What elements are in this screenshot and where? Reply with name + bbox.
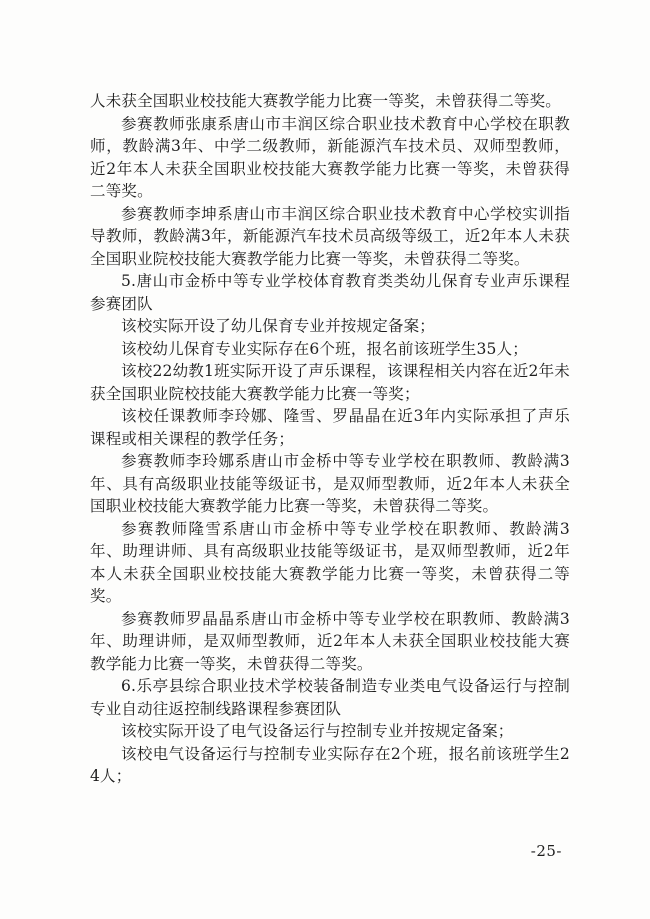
paragraph-teacher-long-xue: 参赛教师隆雪系唐山市金桥中等专业学校在职教师、教龄满3年、助理讲师、具有高级职业技能等级证书，是双师型教师，近2年本人未获全国职业校技能大赛教学能力比赛一等奖，未曾获得二等奖。 [90,519,570,605]
paragraph-teaching-task: 该校任课教师李玲娜、隆雪、罗晶晶在近3年内实际承担了声乐课程或相关课程的教学任务； [90,407,570,448]
paragraph-electrical-class-count: 该校电气设备运行与控制专业实际存在2个班，报名前该班学生24人； [90,744,570,785]
page-number: -25- [530,842,562,860]
section-heading-5: 5.唐山市金桥中等专业学校体育教育类类幼儿保育专业声乐课程参赛团队 [90,272,570,313]
paragraph-electrical-major-registration: 该校实际开设了电气设备运行与控制专业并按规定备案； [121,722,514,740]
paragraph-continuation: 人未获全国职业校技能大赛教学能力比赛一等奖，未曾获得二等奖。 [90,92,562,110]
paragraph-class-count: 该校幼儿保育专业实际存在6个班，报名前该班学生35人； [121,339,528,358]
paragraph-teacher-li-kun: 参赛教师李坤系唐山市丰润区综合职业技术教育中心学校实训指导教师，教龄满3年，新能源汽车技术员高级等级工，近2年本人未获全国职业院校技能大赛教学能力比赛一等奖，未曾获得二等奖。 [90,204,570,268]
document-body [90,90,570,788]
section-heading-6: 6.乐亭县综合职业技术学校装备制造专业类电气设备运行与控制专业自动往返控制线路课程参赛团队 [90,677,570,718]
paragraph-course-offering: 该校22幼教1班实际开设了声乐课程，该课程相关内容在近2年未获全国职业院校技能大赛教学能力比赛一等奖； [90,362,570,403]
paragraph-teacher-zhang-kang: 参赛教师张康系唐山市丰润区综合职业技术教育中心学校在职教师，教龄满3年、中学二级教师，新能源汽车技术员、双师型教师，近2年本人未获全国职业校技能大赛教学能力比赛一等奖，未曾获得二等奖。 [90,114,570,200]
paragraph-major-registration: 该校实际开设了幼儿保育专业并按规定备案； [121,317,436,335]
paragraph-teacher-li-lingna: 参赛教师李玲娜系唐山市金桥中等专业学校在职教师、教龄满3年、具有高级职业技能等级证书，是双师型教师，近2年本人未获全国职业校技能大赛教学能力比赛一等奖，未曾获得二等奖。 [90,452,570,515]
paragraph-teacher-luo-jingjing: 参赛教师罗晶晶系唐山市金桥中等专业学校在职教师、教龄满3年、助理讲师，是双师型教师，近2年本人未获全国职业校技能大赛教学能力比赛一等奖，未曾获得二等奖。 [90,609,570,673]
